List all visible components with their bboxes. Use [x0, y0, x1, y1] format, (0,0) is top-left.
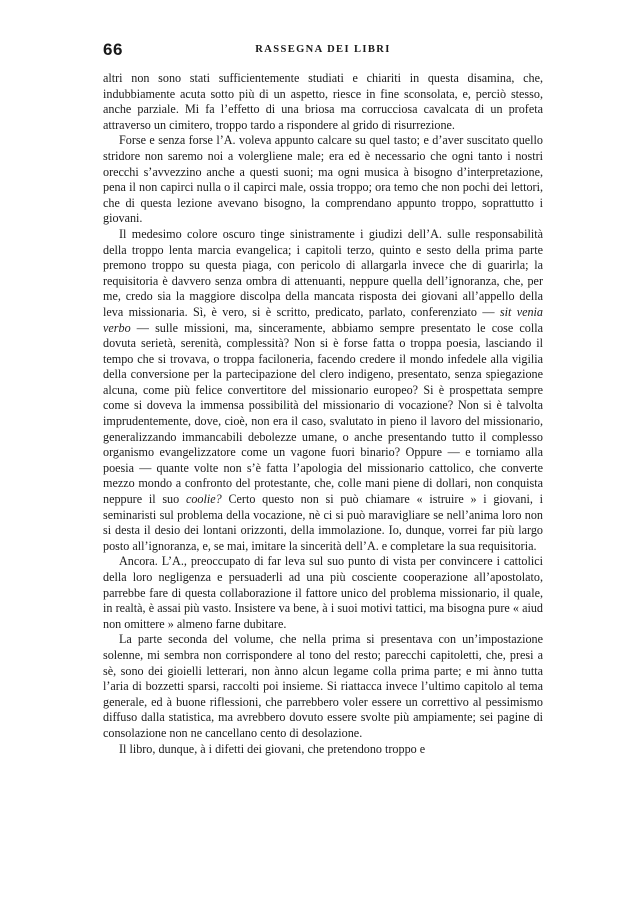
paragraph-3: [103, 227, 543, 554]
paragraph-3-text-c: Certo questo non si può chiamare « istruire » i giovani, i seminaristi sul problema della vocazione, nè ci si può maravigliare se nell’anima loro non si desta il desio dei lontani orizzonti, della immolazione. Io, dunque, vorrei far più largo posto all’ignoranza, e, se mai, imitare la sincerità dell’A. e completare la sua requisitoria.: [103, 492, 543, 553]
paragraph-3-italic-word: coolie?: [185, 492, 222, 507]
paragraph-3-text-a: Il medesimo colore oscuro tinge sinistramente i giudizi dell’A. sulle responsabilità della troppo lenta marcia evangelica; i capitoli terzo, quinto e sesto della prima parte premono troppo su questa piaga, con pericolo di allargarla invece che di guarirla; la requisitoria è davvero senza ombra di attenuanti, neppure quella dell’ignoranza, che, per me, credo sia la maggiore discolpa della mancata risposta dei giovani all’appello della leva missionaria. Sì, è vero, si è scritto, predicato, parlato, conferenziato —: [103, 226, 543, 319]
page-number: 66: [103, 40, 123, 59]
running-title: RASSEGNA DEI LIBRI: [255, 44, 391, 55]
page-header: [103, 40, 543, 62]
paragraph-3-italic-phrase: sit venia verbo: [103, 304, 543, 335]
paragraph-1: altri non sono stati sufficientemente studiati e chiariti in questa disamina, che, indubbiamente acuta sotto più di un aspetto, riesce in fine sconsolata, e, perciò stesso, anche parziale. Mi fa l’effetto di una briosa ma corrucciosa cavalcata di un profeta attraverso un cimitero, troppo tardo a rispondere al grido di risurrezione.: [103, 71, 543, 132]
paragraph-6: Il libro, dunque, à i difetti dei giovani, che pretendono troppo e: [119, 741, 426, 756]
article-body: [103, 71, 543, 757]
paragraph-5: La parte seconda del volume, che nella prima si presentava con un’impostazione solenne, mi sembra non corrispondere al tono del resto; parecchi capitoletti, che, presi a sè, sono dei gioielli letterari, non ànno alcun legame colla prima parte; e mi ànno tutta l’aria di bozzetti sparsi, raccolti poi insieme. Si riattacca invece l’ultimo capitolo al tema generale, ed à buone riflessioni, che parrebbero voler essere un correttivo al pessimismo diffuso dalla statistica, ma avrebbero dovuto essere svolte più ampiamente; sei pagine di consolazione non ne cancellano cento di desolazione.: [103, 632, 543, 740]
paragraph-4: Ancora. L’A., preoccupato di far leva sul suo punto di vista per convincere i cattolici della loro negligenza e persuaderli ad una più cosciente cooperazione all’apostolato, parrebbe fare di questa collaborazione il fattore unico del problema missionario, il quale, in realtà, è assai più vasto. Insistere va bene, à i suoi motivi tattici, ma bisogna pure « aiud non omittere » almeno farne dubitare.: [103, 554, 543, 631]
paragraph-3-text-b: — sulle missioni, ma, sinceramente, abbiamo sempre presentato le cose colla dovuta serietà, serenità, complessità? Non si è forse fatta o troppa poesia, lasciando il tempo che si trovava, o troppa faciloneria, facendo credere il mondo infedele alla vigilia della conversione per la partecipazione del clero indigeno, presentato, senza spiegazione alcuna, come più felice convertitore del missionario europeo? Si è prospettata sempre come si doveva la immensa possibilità del missionario di vocazione? Non si è talvolta imprudentemente, dove, cioè, non era il caso, svalutato in pieno il lavoro del missionario, generalizzando immancabili debolezze umane, o anche presentando tutto il complesso organismo evangelizzatore come un vagone fuori binario? Oppure — e torniamo alla poesia — quante volte non s’è fatta l’apologia del missionario cattolico, che converte mezzo mondo a confronto del protestante, che, colle mani piene di dollari, non conquista neppure il suo: [103, 320, 543, 507]
paragraph-2: Forse e senza forse l’A. voleva appunto calcare su quel tasto; e d’aver suscitato quello stridore non saremo noi a volergliene male; era ed è necessario che ogni tanto i nostri orecchi s’avvezzino anche a questi suoni; ma ogni musica à bisogno d’interpretazione, pena il non capirci nulla o il capirci male, ossia troppo; ora temo che non pochi dei lettori, che di questa lezione avevano bisogno, la comprendano appunto troppo, soprattutto i giovani.: [103, 133, 543, 226]
